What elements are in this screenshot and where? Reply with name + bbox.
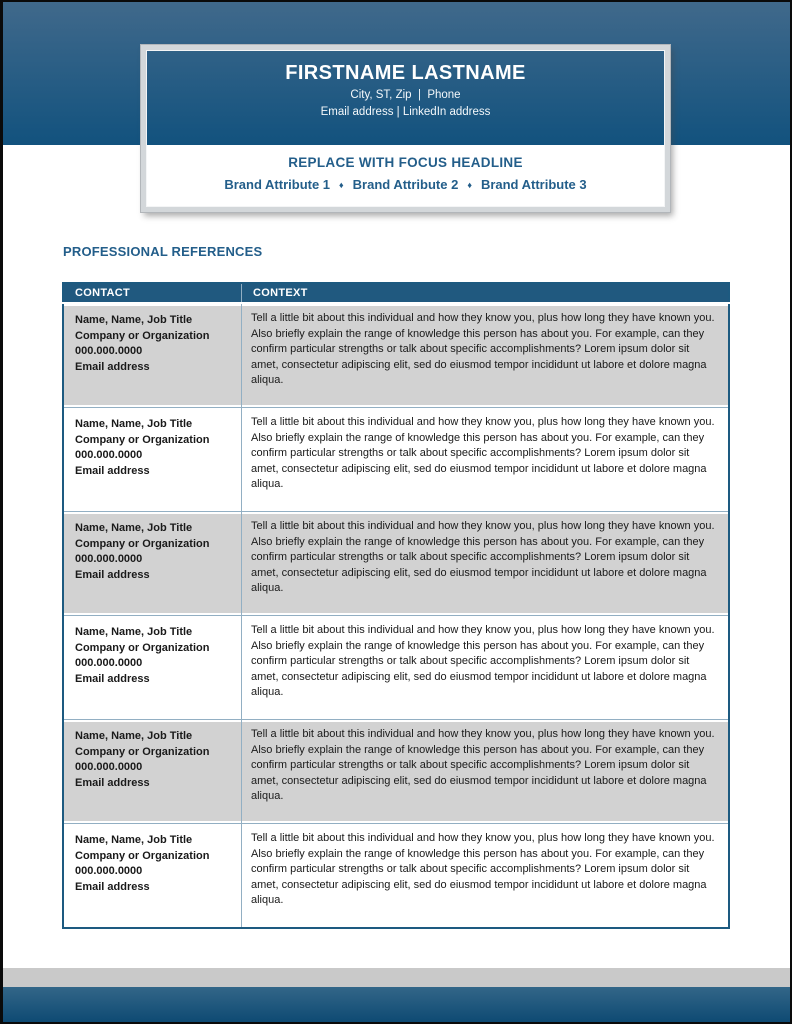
references-table — [62, 282, 730, 929]
context-cell: Tell a little bit about this individual and how they know you, plus how long they have known you. Also briefly explain the range of knowledge this person has about you. For example, can they confirm particular strengths or talk about specific accomplishments? Lorem ipsum dolor sit amet, consectetur adipiscing elit, sed do eiusmod tempor incididunt ut labore et dolore magna aliqua. — [242, 720, 730, 824]
contact-cell — [63, 616, 242, 720]
brand-attributes — [146, 177, 665, 193]
contact-info-line: 000.000.0000 — [75, 553, 143, 565]
contact-info-line: Email address — [75, 672, 150, 685]
context-cell: Tell a little bit about this individual and how they know you, plus how long they have known you. Also briefly explain the range of knowledge this person has about you. For example, can they confirm particular strengths or talk about specific accomplishments? Lorem ipsum dolor sit amet, consectetur adipiscing elit, sed do eiusmod tempor incididunt ut labore et dolore magna aliqua. — [242, 824, 730, 929]
contact-info-line: Company or Organization — [75, 745, 210, 758]
reference-row — [63, 408, 729, 512]
contact-info-line: Name, Name, Job Title — [75, 834, 193, 846]
focus-headline: REPLACE WITH FOCUS HEADLINE — [288, 155, 523, 170]
contact-cell — [63, 408, 242, 512]
brand-attribute: Brand Attribute 3 — [480, 177, 587, 192]
contact-cell — [63, 512, 242, 616]
contact-info-line: 000.000.0000 — [75, 761, 143, 773]
context-cell: Tell a little bit about this individual and how they know you, plus how long they have known you. Also briefly explain the range of knowledge this person has about you. For example, can they confirm particular strengths or talk about specific accomplishments? Lorem ipsum dolor sit amet, consectetur adipiscing elit, sed do eiusmod tempor incididunt ut labore et dolore magna aliqua. — [242, 512, 730, 616]
contact-info-line: Company or Organization — [75, 537, 210, 550]
references-table-head — [63, 283, 729, 303]
contact-cell — [63, 303, 242, 408]
contact-line-email-linkedin: Email address | LinkedIn address — [320, 106, 491, 118]
context-cell: Tell a little bit about this individual and how they know you, plus how long they have known you. Also briefly explain the range of knowledge this person has about you. For example, can they confirm particular strengths or talk about specific accomplishments? Lorem ipsum dolor sit amet, consectetur adipiscing elit, sed do eiusmod tempor incididunt ut labore et dolore magna aliqua. — [242, 408, 730, 512]
contact-info-line: 000.000.0000 — [75, 345, 143, 357]
contact-info-line: Email address — [75, 360, 150, 373]
contact-info-line: 000.000.0000 — [75, 865, 143, 877]
contact-info-line: Name, Name, Job Title — [75, 314, 193, 326]
context-cell: Tell a little bit about this individual and how they know you, plus how long they have known you. Also briefly explain the range of knowledge this person has about you. For example, can they confirm particular strengths or talk about specific accomplishments? Lorem ipsum dolor sit amet, consectetur adipiscing elit, sed do eiusmod tempor incididunt ut labore et dolore magna aliqua. — [242, 616, 730, 720]
footer-gray-stripe — [3, 968, 790, 987]
reference-row — [63, 824, 729, 929]
contact-info-line: Email address — [75, 880, 150, 893]
name-placeholder: FIRSTNAME LASTNAME — [285, 62, 526, 84]
contact-cell — [63, 824, 242, 929]
contact-info-line: 000.000.0000 — [75, 449, 143, 461]
diamond-icon: ♦ — [467, 180, 472, 190]
contact-info-line: Email address — [75, 776, 150, 789]
column-header-context: CONTEXT — [242, 283, 730, 303]
section-title: PROFESSIONAL REFERENCES — [63, 244, 263, 259]
brand-attribute: Brand Attribute 2 — [352, 177, 459, 192]
contact-info-line: Name, Name, Job Title — [75, 418, 193, 430]
context-cell: Tell a little bit about this individual and how they know you, plus how long they have known you. Also briefly explain the range of knowledge this person has about you. For example, can they confirm particular strengths or talk about specific accomplishments? Lorem ipsum dolor sit amet, consectetur adipiscing elit, sed do eiusmod tempor incididunt ut labore et dolore magna aliqua. — [242, 303, 730, 408]
reference-row — [63, 720, 729, 824]
header-row — [63, 283, 729, 303]
reference-row — [63, 616, 729, 720]
contact-info-line: Company or Organization — [75, 433, 210, 446]
reference-row — [63, 303, 729, 408]
diamond-icon: ♦ — [339, 180, 344, 190]
contact-info-line: Email address — [75, 568, 150, 581]
contact-info-line: Name, Name, Job Title — [75, 522, 193, 534]
contact-info-line: Company or Organization — [75, 641, 210, 654]
contact-info-line: Name, Name, Job Title — [75, 730, 193, 742]
contact-cell — [63, 720, 242, 824]
reference-row — [63, 512, 729, 616]
header-white-zone — [146, 145, 665, 193]
header-blue-zone — [146, 50, 665, 145]
contact-info-line: Name, Name, Job Title — [75, 626, 193, 638]
header-box — [141, 45, 670, 212]
references-table-body — [63, 303, 729, 928]
contact-info-line: 000.000.0000 — [75, 657, 143, 669]
contact-info-line: Email address — [75, 464, 150, 477]
column-header-contact: CONTACT — [63, 283, 242, 303]
footer-banner — [3, 987, 790, 1022]
contact-info-line: Company or Organization — [75, 329, 210, 342]
brand-attribute: Brand Attribute 1 — [224, 177, 331, 192]
contact-line-city-phone: City, ST, Zip | Phone — [350, 89, 461, 101]
contact-info-line: Company or Organization — [75, 849, 210, 862]
